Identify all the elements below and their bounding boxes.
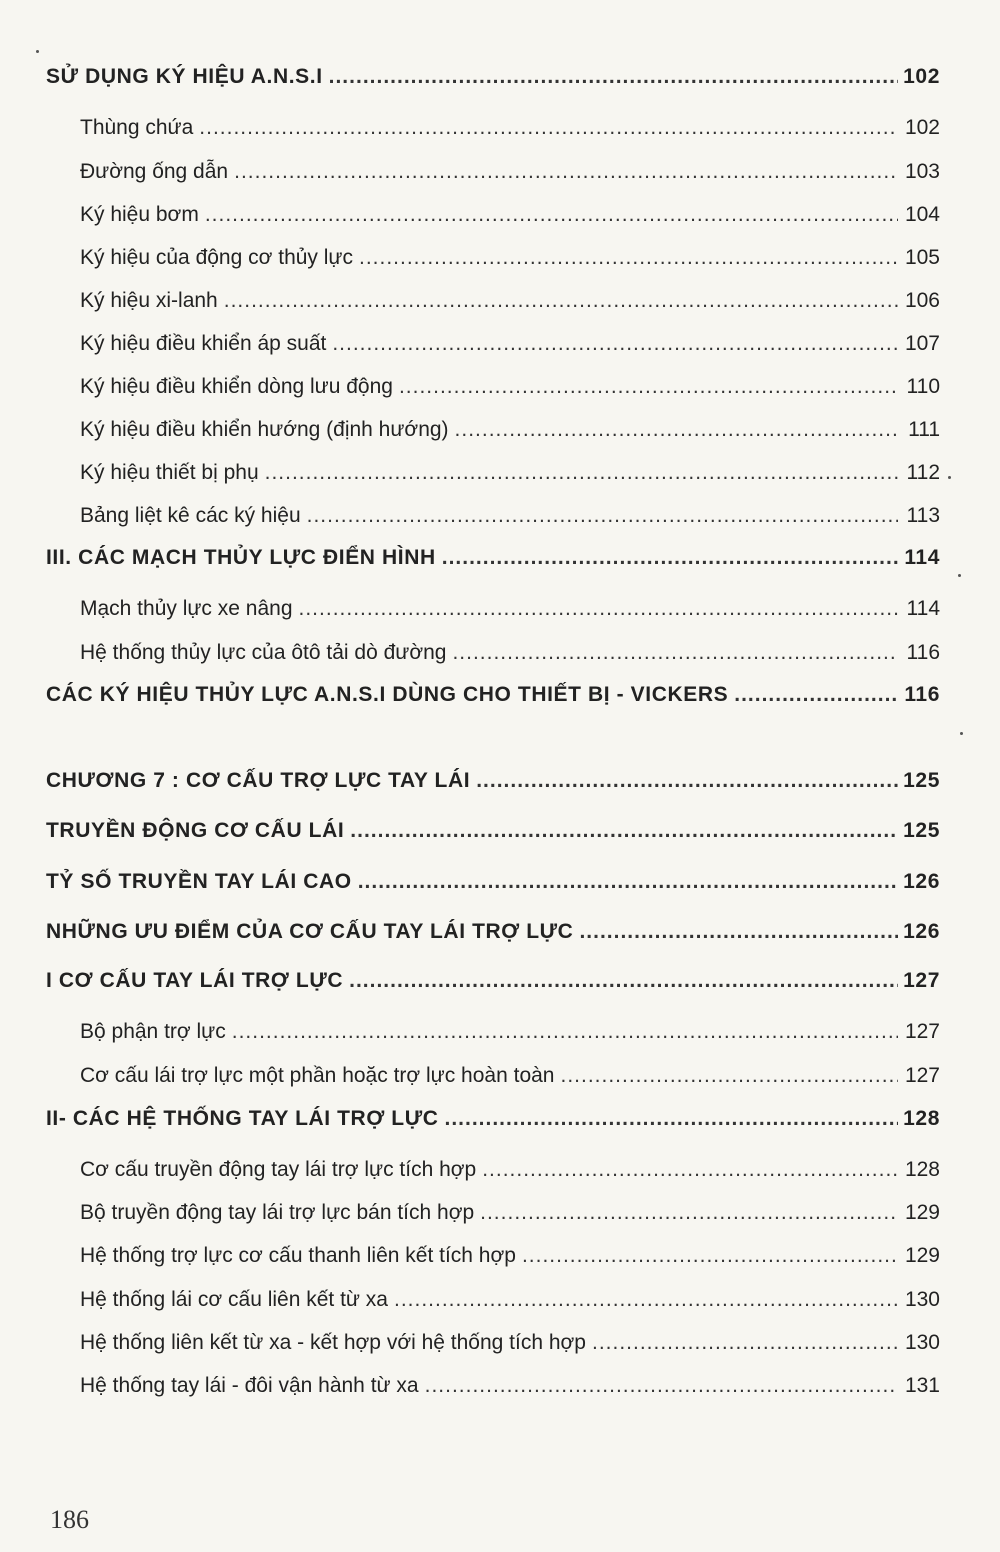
toc-entry[interactable]	[46, 680, 940, 710]
scan-speck	[958, 574, 961, 577]
toc-entry-page: 103	[904, 160, 940, 183]
toc-entry-title: Cơ cấu truyền động tay lái trợ lực tích hợp	[80, 1158, 477, 1181]
toc-entry[interactable]	[46, 543, 940, 573]
dot-leader	[522, 1241, 898, 1271]
dot-leader	[442, 543, 898, 573]
dot-leader	[734, 680, 898, 710]
toc-entry-title: Ký hiệu điều khiển hướng (định hướng)	[80, 418, 449, 441]
toc-entry-title: TỶ SỐ TRUYỀN TAY LÁI CAO	[46, 870, 352, 893]
toc-entry-page: 112	[906, 461, 940, 484]
toc-entry-page: 102	[904, 116, 940, 139]
toc-entry[interactable]	[46, 286, 940, 316]
dot-leader	[332, 329, 898, 359]
toc-entry-title: Bộ truyền động tay lái trợ lực bán tích hợp	[80, 1201, 475, 1224]
toc-entry-title: CHƯƠNG 7 : CƠ CẤU TRỢ LỰC TAY LÁI	[46, 769, 471, 792]
toc-entry[interactable]	[46, 766, 940, 796]
toc-entry-page: 127	[904, 1064, 940, 1087]
toc-entry-page: 126	[903, 920, 940, 943]
dot-leader	[329, 62, 898, 92]
toc-entry[interactable]	[46, 1241, 940, 1271]
toc-entry-page: 127	[904, 1020, 940, 1043]
toc-entry-title: Ký hiệu xi-lanh	[80, 289, 218, 312]
toc-entry-page: 114	[906, 597, 940, 620]
dot-leader	[425, 1371, 898, 1401]
toc-entry-title: Hệ thống thủy lực của ôtô tải dò đường	[80, 641, 447, 664]
toc-entry-page: 104	[904, 203, 940, 226]
toc-entry-title: III. CÁC MẠCH THỦY LỰC ĐIỂN HÌNH	[46, 546, 436, 569]
dot-leader	[349, 966, 898, 996]
toc-entry-page: 126	[903, 870, 940, 893]
toc-entry-page: 127	[903, 969, 940, 992]
toc-entry-page: 131	[904, 1374, 940, 1397]
toc-entry-title: Ký hiệu điều khiển dòng lưu động	[80, 375, 393, 398]
toc-entry-title: Bảng liệt kê các ký hiệu	[80, 504, 301, 527]
toc-entry[interactable]	[46, 867, 940, 897]
toc-entry[interactable]	[46, 1371, 940, 1401]
toc-entry[interactable]	[46, 62, 940, 92]
toc-entry[interactable]	[46, 1104, 940, 1134]
dot-leader	[452, 638, 898, 668]
toc-entry[interactable]	[46, 966, 940, 996]
toc-entry-title: Hệ thống lái cơ cấu liên kết từ xa	[80, 1288, 388, 1311]
dot-leader	[234, 157, 898, 187]
toc-entry-title: NHỮNG ƯU ĐIỂM CỦA CƠ CẤU TAY LÁI TRỢ LỰC	[46, 920, 574, 943]
toc-entry-page: 130	[904, 1288, 940, 1311]
toc-entry-title: Đường ống dẫn	[80, 160, 229, 183]
scan-speck	[948, 476, 951, 479]
dot-leader	[350, 816, 898, 846]
dot-leader	[265, 458, 898, 488]
dot-leader	[482, 1155, 898, 1185]
toc-entry-title: Thùng chứa	[80, 116, 194, 139]
toc-entry[interactable]	[46, 415, 940, 445]
toc-entry-title: TRUYỀN ĐỘNG CƠ CẤU LÁI	[46, 819, 345, 842]
toc-entry-title: CÁC KÝ HIỆU THỦY LỰC A.N.S.I DÙNG CHO THIẾT BỊ - VICKERS	[46, 683, 729, 706]
toc-entry-page: 125	[903, 769, 940, 792]
dot-leader	[358, 867, 898, 897]
dot-leader	[480, 1198, 898, 1228]
toc-entry-title: Hệ thống liên kết từ xa - kết hợp với hệ thống tích hợp	[80, 1331, 586, 1354]
toc-entry-title: SỬ DỤNG KÝ HIỆU A.N.S.I	[46, 65, 323, 88]
toc-entry-page: 102	[903, 65, 940, 88]
toc-entry-page: 111	[908, 418, 940, 441]
toc-entry-title: Ký hiệu điều khiển áp suất	[80, 332, 327, 355]
toc-entry[interactable]	[46, 372, 940, 402]
toc-entry[interactable]	[46, 1061, 940, 1091]
toc-entry-page: 113	[906, 504, 940, 527]
toc-entry-title: Hệ thống trợ lực cơ cấu thanh liên kết tích hợp	[80, 1244, 516, 1267]
toc-entry-title: II- CÁC HỆ THỐNG TAY LÁI TRỢ LỰC	[46, 1107, 439, 1130]
dot-leader	[399, 372, 898, 402]
scan-speck	[36, 50, 39, 53]
toc-entry[interactable]	[46, 594, 940, 624]
toc-entry-page: 129	[904, 1244, 940, 1267]
toc-entry[interactable]	[46, 638, 940, 668]
toc-entry[interactable]	[46, 1017, 940, 1047]
toc-entry[interactable]	[46, 816, 940, 846]
dot-leader	[299, 594, 898, 624]
toc-entry[interactable]	[46, 501, 940, 531]
toc-entry[interactable]	[46, 458, 940, 488]
toc-entry-title: Ký hiệu thiết bị phụ	[80, 461, 259, 484]
toc-entry-page: 125	[903, 819, 940, 842]
toc-entry[interactable]	[46, 157, 940, 187]
toc-entry-title: I CƠ CẤU TAY LÁI TRỢ LỰC	[46, 969, 344, 992]
scan-speck	[960, 732, 963, 735]
dot-leader	[224, 286, 898, 316]
toc-entry[interactable]	[46, 1328, 940, 1358]
table-of-contents	[46, 0, 940, 1420]
toc-entry-title: Bộ phận trợ lực	[80, 1020, 226, 1043]
dot-leader	[560, 1061, 898, 1091]
dot-leader	[232, 1017, 898, 1047]
toc-entry-page: 105	[904, 246, 940, 269]
toc-entry[interactable]	[46, 113, 940, 143]
dot-leader	[307, 501, 898, 531]
page-number: 186	[50, 1505, 89, 1534]
toc-entry-page: 129	[904, 1201, 940, 1224]
toc-entry-title: Hệ thống tay lái - đôi vận hành từ xa	[80, 1374, 419, 1397]
toc-entry[interactable]	[46, 1155, 940, 1185]
toc-entry-page: 107	[904, 332, 940, 355]
toc-entry[interactable]	[46, 1198, 940, 1228]
dot-leader	[359, 243, 898, 273]
toc-entry[interactable]	[46, 917, 940, 947]
toc-entry-page: 128	[904, 1158, 940, 1181]
toc-entry-page: 114	[904, 546, 940, 569]
dot-leader	[394, 1285, 898, 1315]
toc-entry-page: 130	[904, 1331, 940, 1354]
toc-entry-page: 116	[904, 683, 940, 706]
toc-entry[interactable]	[46, 200, 940, 230]
dot-leader	[476, 766, 898, 796]
dot-leader	[579, 917, 898, 947]
toc-entry-page: 128	[903, 1107, 940, 1130]
toc-entry-title: Ký hiệu bơm	[80, 203, 199, 226]
dot-leader	[455, 415, 898, 445]
dot-leader	[199, 113, 898, 143]
toc-entry-page: 110	[906, 375, 940, 398]
toc-entry[interactable]	[46, 329, 940, 359]
toc-entry-title: Mạch thủy lực xe nâng	[80, 597, 293, 620]
toc-entry[interactable]	[46, 243, 940, 273]
toc-entry-page: 106	[904, 289, 940, 312]
toc-entry-page: 116	[906, 641, 940, 664]
dot-leader	[205, 200, 898, 230]
toc-entry-title: Ký hiệu của động cơ thủy lực	[80, 246, 353, 269]
toc-entry[interactable]	[46, 1285, 940, 1315]
dot-leader	[592, 1328, 898, 1358]
toc-entry-title: Cơ cấu lái trợ lực một phần hoặc trợ lực hoàn toàn	[80, 1064, 555, 1087]
dot-leader	[444, 1104, 898, 1134]
